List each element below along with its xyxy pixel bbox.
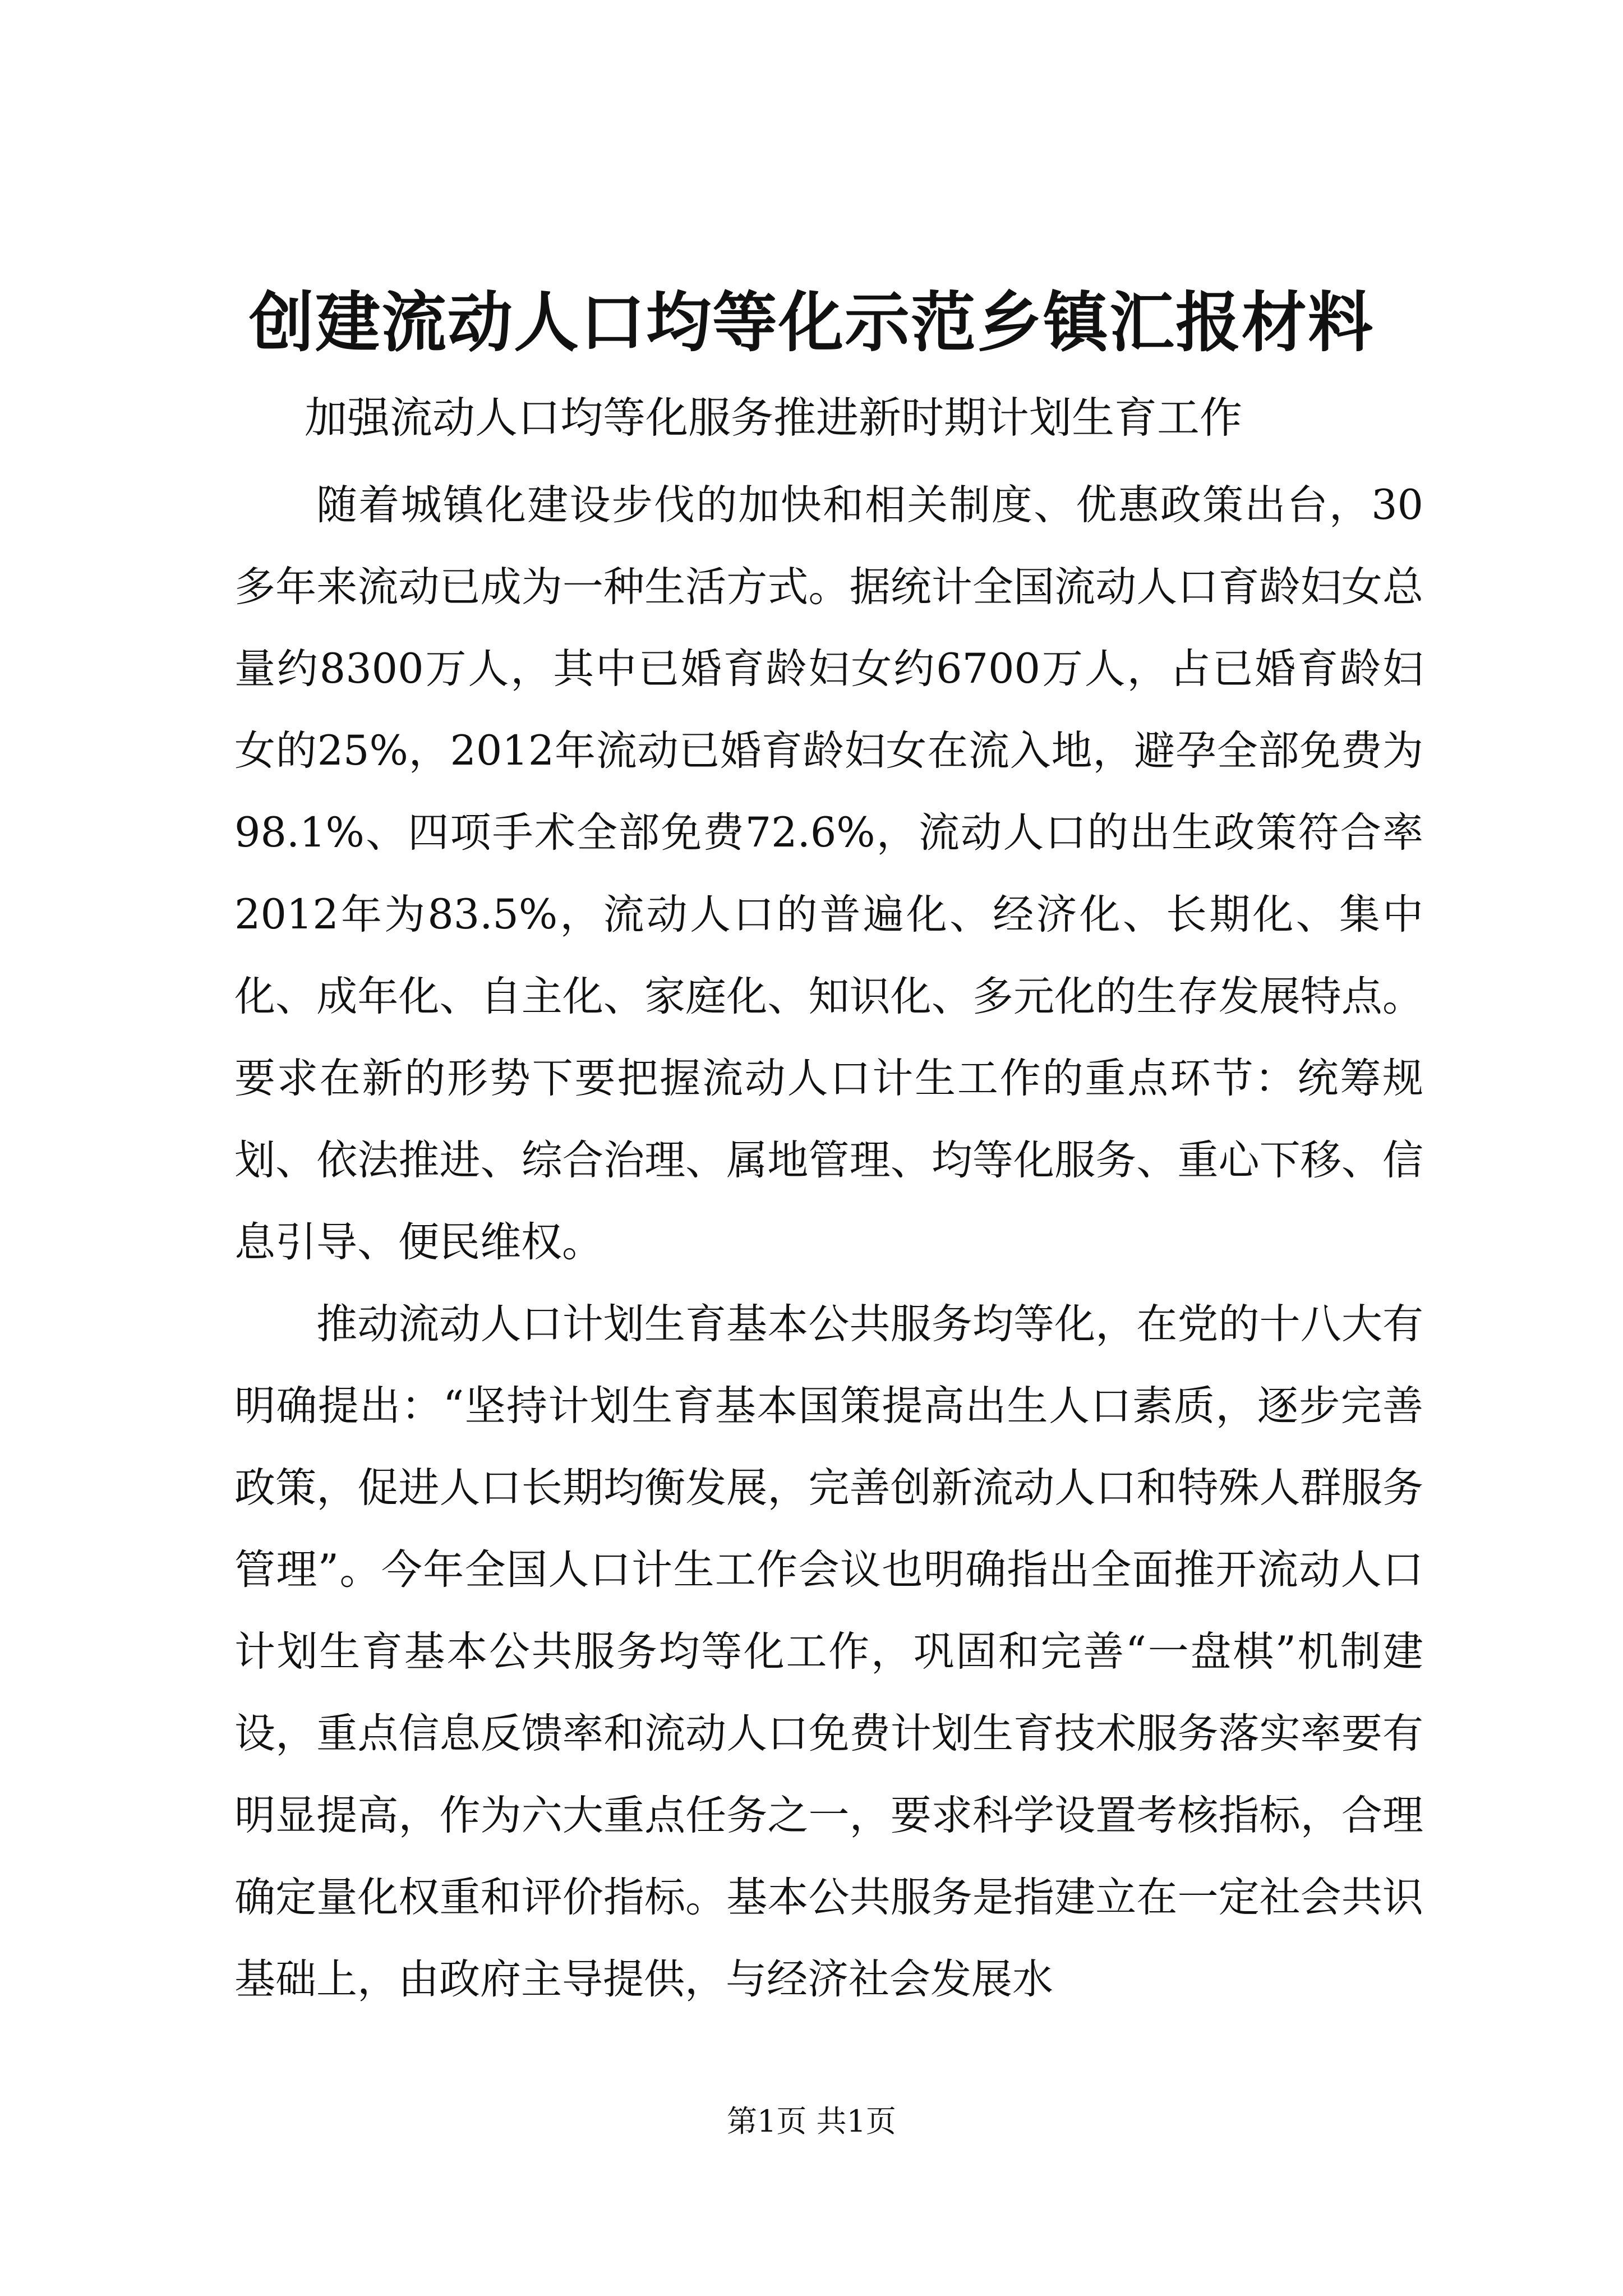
paragraph-2: 推动流动人口计划生育基本公共服务均等化，在党的十八大有明确提出：“坚持计划生育基本国策提高出生人口素质，逐步完善政策，促进人口长期均衡发展，完善创新流动人口和特殊人群服务管理”。今年全国人口计生工作会议也明确指出全面推开流动人口计划生育基本公共服务均等化工作，巩固和完善“一盘棋”机制建设，重点信息反馈率和流动人口免费计划生育技术服务落实率要有明显提高，作为六大重点任务之一，要求科学设置考核指标，合理确定量化权重和评价指标。基本公共服务是指建立在一定社会共识基础上，由政府主导提供，与经济社会发展水 [234, 1300, 1423, 2003]
document-subtitle: 加强流动人口均等化服务推进新时期计划生育工作 [305, 393, 1242, 443]
paragraph-1: 随着城镇化建设步伐的加快和相关制度、优惠政策出台，30多年来流动已成为一种生活方式。据统计全国流动人口育龄妇女总量约8300万人，其中已婚育龄妇女约6700万人，占已婚育龄妇女的25%，2012年流动已婚育龄妇女在流入地，避孕全部免费为98.1%、四项手术全部免费72.6%，流动人口的出生政策符合率2012年为83.5%，流动人口的普遍化、经济化、长期化、集中化、成年化、自主化、家庭化、知识化、多元化的生存发展特点。要求在新的形势下要把握流动人口计生工作的重点环节：统筹规划、依法推进、综合治理、属地管理、均等化服务、重心下移、信息引导、便民维权。 [234, 481, 1423, 1266]
document-body [234, 464, 1423, 2021]
document-title: 创建流动人口均等化示范乡镇汇报材料 [249, 284, 1374, 361]
page-footer: 第1页 共1页 [727, 2104, 896, 2139]
